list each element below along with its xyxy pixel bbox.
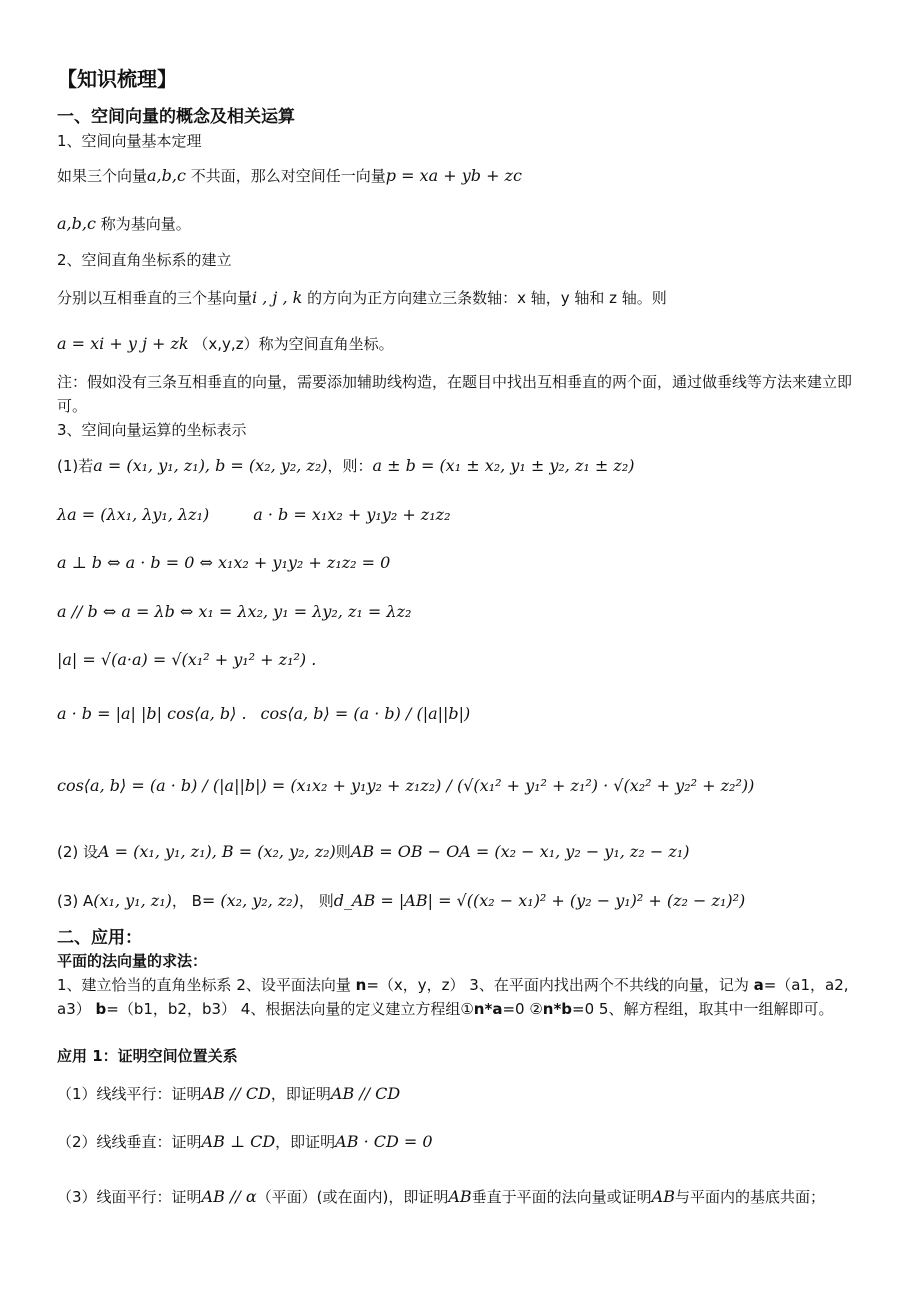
formula-angle (57, 704, 470, 724)
note-paragraph: 注：假如没有三条互相垂直的向量，需要添加辅助线构造，在题目中找出互相垂直的两个面，通过做垂线等方法来建立即可。 (57, 373, 853, 415)
formula-9-then: ， 则 (298, 892, 334, 910)
app1-2-text: （2）线线垂直：证明 (57, 1133, 202, 1151)
formula-sum (57, 456, 634, 476)
formula-1-def: a = (x₁, y₁, z₁), b = (x₂, y₂, z₂) (93, 456, 328, 475)
steps-part-4: =（b1，b2，b3） 4、根据法向量的定义建立方程组① (106, 1000, 474, 1018)
formula-magnitude-text: |a| = √(a·a) = √(x₁² + y₁² + z₁²) . (57, 650, 317, 669)
steps-part-2: =（x，y，z） 3、在平面内找出两个不共线的向量，记为 (366, 976, 754, 994)
app1-1-math-2: AB // CD (330, 1084, 401, 1103)
axes-statement (57, 288, 667, 308)
formula-1-then: ，则： (327, 457, 373, 475)
app1-3-math-2: AB (448, 1187, 472, 1206)
app1-2-mid: ，即证明 (275, 1133, 336, 1151)
normal-vector-heading: 平面的法向量的求法： (57, 952, 208, 970)
subsection-3-title: 3、空间向量运算的坐标表示 (57, 421, 247, 439)
vector-b-label: b (95, 1000, 107, 1018)
formula-vector-ab (57, 842, 689, 862)
formula-9-b: = (x₂, y₂, z₂) (201, 891, 299, 910)
formula-scalar-dot (57, 505, 451, 525)
app1-1-text: （1）线线平行：证明 (57, 1085, 202, 1103)
app-line-parallel (57, 1084, 400, 1104)
vectors-abc: a,b,c (147, 166, 186, 185)
formula-8-prefix: (2) 设 (57, 843, 99, 861)
formula-1-sum: a ± b = (x₁ ± x₂, y₁ ± y₂, z₁ ± z₂) (372, 456, 635, 475)
equation-1: n*a (473, 1000, 503, 1018)
app1-1-math-1: AB // CD (201, 1084, 271, 1103)
steps-part-5: =0 ② (502, 1000, 543, 1018)
app1-3-mid: （平面）(或在面内)，即证明 (256, 1188, 449, 1206)
formula-parallel-text: a // b ⇔ a = λb ⇔ x₁ = λx₂, y₁ = λy₂, z₁ = λz₂ (57, 602, 412, 621)
basis-text: 称为基向量。 (100, 215, 191, 233)
formula-8-ab: AB = OB − OA = (x₂ − x₁, y₂ − y₁, z₂ − z₁) (350, 842, 690, 861)
vector-a-label: a (753, 976, 764, 994)
decomposition-formula: p = xa + yb + zc (385, 166, 522, 185)
theorem-statement (57, 166, 522, 186)
formula-scalar: λa = (λx₁, λy₁, λz₁) (57, 505, 210, 524)
steps-part-3: =（a1，a2, a3） (57, 976, 849, 1018)
theorem-text-b: 不共面，那么对空间任一向量 (190, 167, 386, 185)
basis-vectors: a,b,c (57, 214, 96, 233)
formula-parallel (57, 602, 411, 622)
formula-perp-text: a ⊥ b ⇔ a · b = 0 ⇔ x₁x₂ + y₁y₂ + z₁z₂ = 0 (57, 553, 391, 572)
coordinate-text: （x,y,z）称为空间直角坐标。 (193, 335, 394, 353)
app-line-perpendicular (57, 1132, 433, 1152)
formula-perpendicular (57, 553, 390, 573)
coordinate-formula: a = xi + y j + zk (57, 334, 189, 353)
axes-text-a: 分别以互相垂直的三个基向量 (57, 289, 253, 307)
formula-angle-b: cos⟨a, b⟩ = (a · b) / (|a||b|) (260, 704, 471, 723)
formula-9-distance: d_AB = |AB| = √((x₂ − x₁)² + (y₂ − y₁)² + (z₂ − z₁)²) (333, 891, 746, 910)
formula-cosine-text: cos⟨a, b⟩ = (a · b) / (|a||b|) = (x₁x₂ + y₁y₂ + z₁z₂) / (√(x₁² + y₁² + z₁²) · √(x₂² + y₂² + z₂²)) (57, 776, 755, 795)
steps-part-1: 1、建立恰当的直角坐标系 2、设平面法向量 (57, 976, 356, 994)
steps-part-6: =0 5、解方程组，取其中一组解即可。 (572, 1000, 834, 1018)
axes-text-b: 的方向为正方向建立三条数轴：x 轴，y 轴和 z 轴。则 (307, 289, 667, 307)
normal-n: n (355, 976, 367, 994)
formula-cosine (57, 776, 754, 796)
formula-magnitude (57, 650, 316, 670)
app1-2-math-1: AB ⊥ CD (201, 1132, 276, 1151)
app1-3-text: （3）线面平行：证明 (57, 1188, 202, 1206)
basis-line (57, 214, 191, 234)
app1-2-math-2: AB · CD = 0 (335, 1132, 433, 1151)
app1-3-math-1: AB // α (201, 1187, 257, 1206)
formula-9-prefix: (3) A (57, 892, 94, 910)
vectors-ijk: i , j , k (252, 288, 303, 307)
app1-1-mid: ，即证明 (270, 1085, 331, 1103)
app1-3-math-3: AB (651, 1187, 675, 1206)
coordinate-line (57, 334, 394, 354)
app1-3-end: 与平面内的基底共面； (674, 1188, 825, 1206)
app-line-plane-parallel (57, 1180, 872, 1214)
subsection-2-title: 2、空间直角坐标系的建立 (57, 251, 232, 269)
equation-2: n*b (542, 1000, 573, 1018)
section-2-heading: 二、应用： (57, 928, 142, 948)
doc-title: 【知识梳理】 (57, 67, 177, 91)
formula-1-prefix: (1)若 (57, 457, 94, 475)
formula-dot: a · b = x₁x₂ + y₁y₂ + z₁z₂ (253, 505, 451, 524)
section-1-heading: 一、空间向量的概念及相关运算 (57, 107, 295, 127)
formula-distance (57, 891, 745, 911)
app1-3-mid-2: 垂直于平面的法向量或证明 (471, 1188, 652, 1206)
formula-9-sep: ， B (171, 892, 202, 910)
application-1-heading: 应用 1：证明空间位置关系 (57, 1047, 238, 1065)
formula-angle-a: a · b = |a| |b| cos⟨a, b⟩ . (57, 704, 247, 723)
formula-8-then: 则 (335, 843, 351, 861)
theorem-text-a: 如果三个向量 (57, 167, 148, 185)
formula-9-a: (x₁, y₁, z₁) (93, 891, 172, 910)
normal-vector-steps (57, 973, 872, 1021)
formula-8-def: A = (x₁, y₁, z₁), B = (x₂, y₂, z₂) (98, 842, 336, 861)
subsection-1-title: 1、空间向量基本定理 (57, 132, 202, 150)
